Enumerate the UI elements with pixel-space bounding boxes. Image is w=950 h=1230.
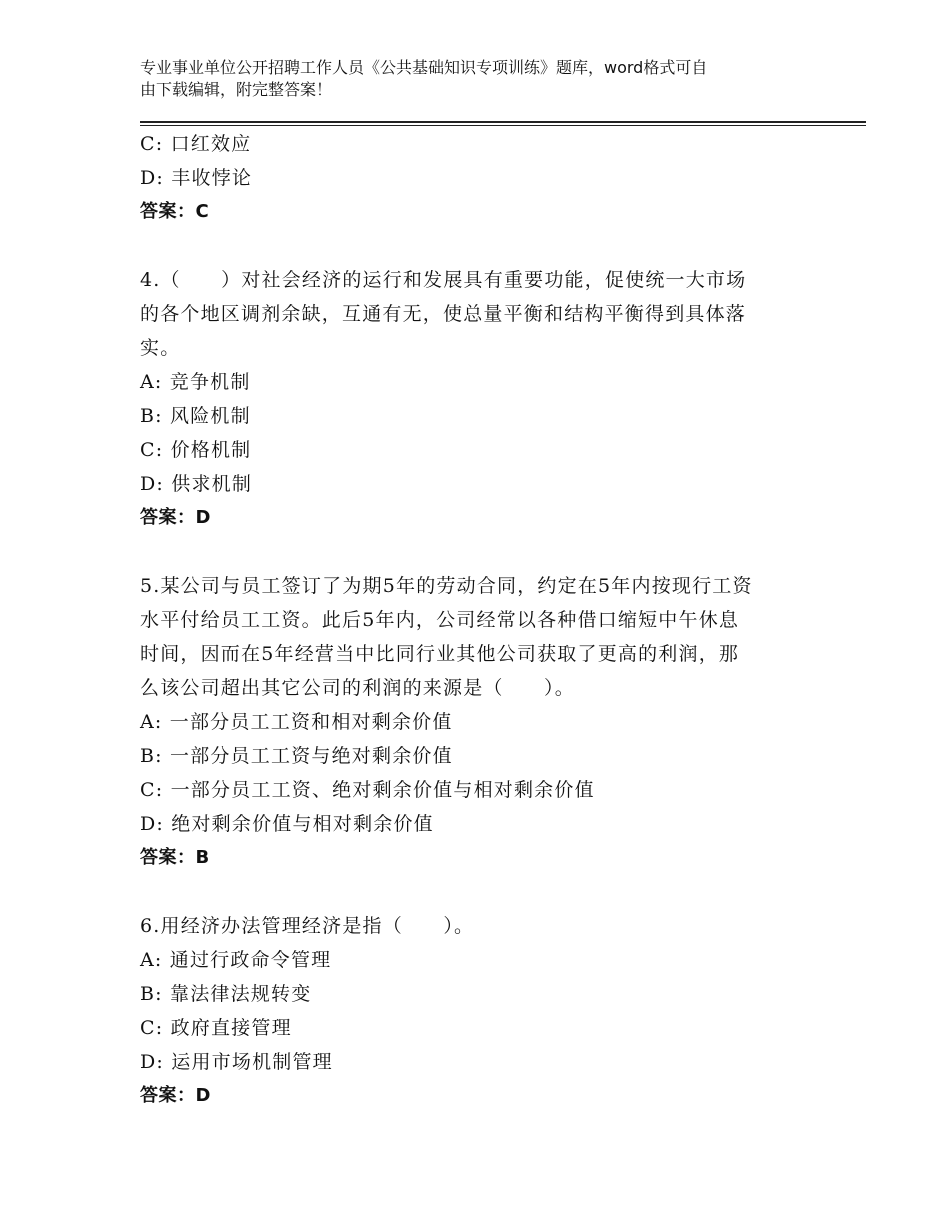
q4-option-c: C: 价格机制 (140, 439, 252, 461)
spacer (140, 535, 820, 569)
q5-stem-line-2: 水平付给员工工资。此后5年内，公司经常以各种借口缩短中午休息 (140, 609, 740, 631)
header-rule-top (140, 121, 866, 123)
q4-stem-line-3: 实。 (140, 337, 181, 359)
q5-option-c: C: 一部分员工工资、绝对剩余价值与相对剩余价值 (140, 779, 595, 801)
question-6 (140, 909, 820, 1113)
q5-option-a: A: 一部分员工工资和相对剩余价值 (140, 711, 453, 733)
header-line-2: 由下载编辑，附完整答案！ (140, 80, 333, 99)
q5-option-d: D: 绝对剩余价值与相对剩余价值 (140, 813, 434, 835)
q3-option-d: D: 丰收悖论 (140, 167, 253, 189)
q6-option-c: C: 政府直接管理 (140, 1017, 292, 1039)
q5-stem-line-4: 么该公司超出其它公司的利润的来源是（ ）。 (140, 677, 575, 699)
q5-option-b: B: 一部分员工工资与绝对剩余价值 (140, 745, 453, 767)
q3-answer: 答案：C (140, 201, 210, 222)
q4-option-a: A: 竞争机制 (140, 371, 251, 393)
q6-option-d: D: 运用市场机制管理 (140, 1051, 333, 1073)
q6-stem-line-1: 6.用经济办法管理经济是指（ ）。 (140, 915, 475, 937)
question-3-tail (140, 127, 820, 229)
header-rule-bottom (140, 125, 866, 127)
q6-option-b: B: 靠法律法规转变 (140, 983, 312, 1005)
spacer (140, 229, 820, 263)
q4-option-b: B: 风险机制 (140, 405, 251, 427)
q5-answer: 答案：B (140, 847, 210, 868)
spacer (140, 875, 820, 909)
q4-stem-line-2: 的各个地区调剂余缺，互通有无，使总量平衡和结构平衡得到具体落 (140, 303, 747, 325)
q4-option-d: D: 供求机制 (140, 473, 253, 495)
q3-option-c: C: 口红效应 (140, 133, 252, 155)
header-line-1: 专业事业单位公开招聘工作人员《公共基础知识专项训练》题库，word格式可自 (140, 58, 708, 77)
q4-stem-line-1: 4.（ ）对社会经济的运行和发展具有重要功能，促使统一大市场 (140, 269, 747, 291)
question-5 (140, 569, 820, 875)
q4-answer: 答案：D (140, 507, 211, 528)
question-4 (140, 263, 820, 535)
page-header (140, 57, 820, 101)
q5-stem-line-1: 5.某公司与员工签订了为期5年的劳动合同，约定在5年内按现行工资 (140, 575, 753, 597)
q5-stem-line-3: 时间，因而在5年经营当中比同行业其他公司获取了更高的利润，那 (140, 643, 740, 665)
q6-option-a: A: 通过行政命令管理 (140, 949, 332, 971)
question-content (140, 127, 820, 1113)
q6-answer: 答案：D (140, 1085, 211, 1106)
